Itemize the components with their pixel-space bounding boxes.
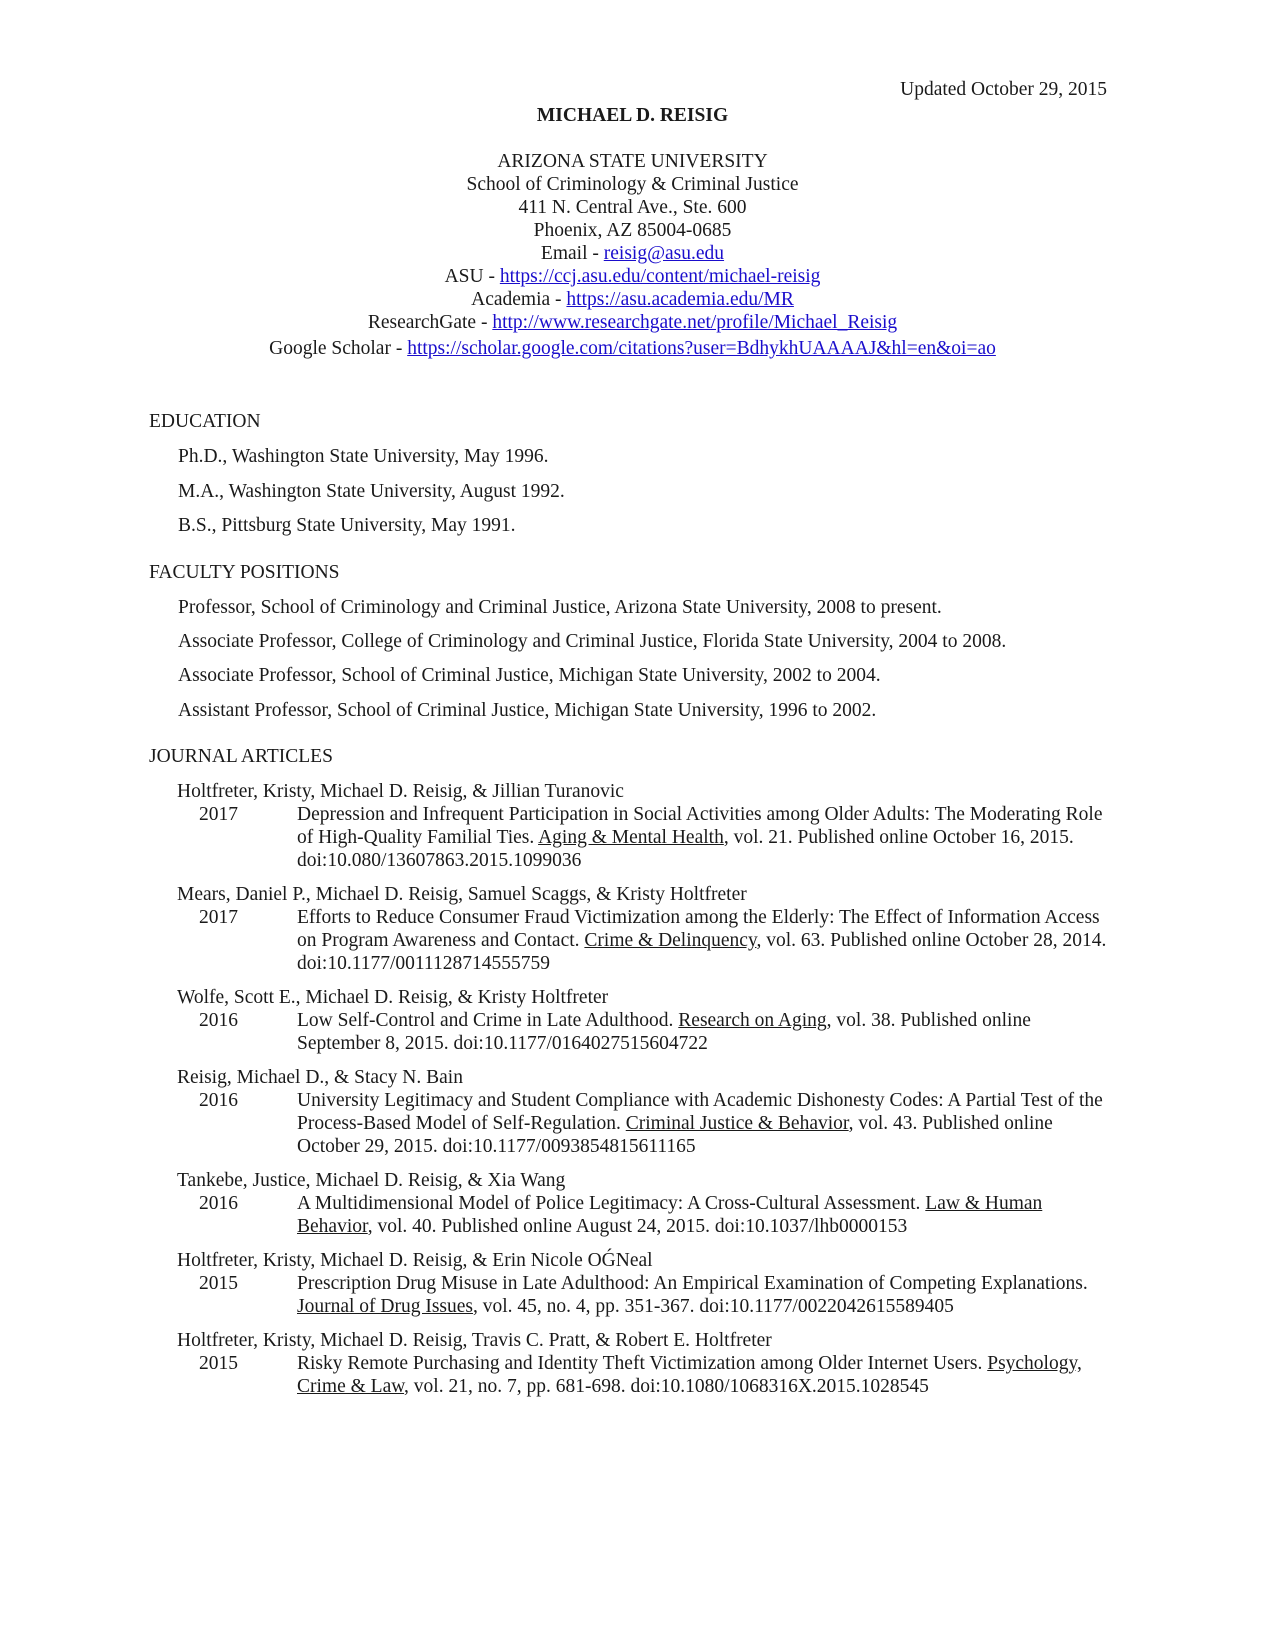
article-title: Low Self-Control and Crime in Late Adulthood. (297, 1010, 679, 1031)
article-authors: Reisig, Michael D., & Stacy N. Bain (177, 1067, 463, 1088)
article-authors: Holtfreter, Kristy, Michael D. Reisig, Travis C. Pratt, & Robert E. Holtfreter (177, 1330, 772, 1351)
academia-label: Academia - (471, 289, 567, 310)
google-scholar-link[interactable]: https://scholar.google.com/citations?user=BdhykhUAAAAJ&hl=en&oi=ao (407, 338, 996, 359)
email-line (0, 242, 1265, 265)
researchgate-link[interactable]: http://www.researchgate.net/profile/Michael_Reisig (492, 312, 898, 333)
researchgate-line (0, 311, 1265, 334)
article-entry (177, 1329, 1117, 1398)
education-item: B.S., Pittsburg State University, May 1991. (178, 515, 516, 536)
education-heading: EDUCATION (149, 411, 261, 432)
article-year: 2016 (199, 1193, 238, 1214)
article-title: Depression and Infrequent Participation in Social Activities among Older Adults: The Moderating Role of High-Quality Familial Ties. (297, 804, 1103, 848)
article-year: 2017 (199, 907, 238, 928)
article-title: A Multidimensional Model of Police Legitimacy: A Cross-Cultural Assessment. (297, 1193, 926, 1214)
article-entry (177, 780, 1117, 872)
article-journal: Psychology, Crime & Law (297, 1353, 1082, 1397)
article-citation (199, 1192, 1117, 1238)
position-item: Professor, School of Criminology and Criminal Justice, Arizona State University, 2008 to present. (178, 597, 942, 618)
cv-name: MICHAEL D. REISIG (536, 105, 729, 126)
article-citation (199, 803, 1117, 872)
article-authors: Wolfe, Scott E., Michael D. Reisig, & Kristy Holtfreter (177, 987, 609, 1008)
google-scholar-label: Google Scholar - (269, 338, 408, 359)
article-details: , vol. 63. Published online October 28, 2014. doi:10.1177/0011128714555759 (297, 930, 1107, 974)
article-journal: Law & Human Behavior (297, 1193, 1043, 1237)
article-details: , vol. 40. Published online August 24, 2015. doi:10.1037/lhb0000153 (367, 1216, 908, 1237)
article-details: , vol. 38. Published online September 8, 2015. doi:10.1177/0164027515604722 (297, 1010, 1031, 1054)
university-name: ARIZONA STATE UNIVERSITY (497, 151, 768, 172)
article-citation (199, 1009, 1117, 1055)
article-authors: Holtfreter, Kristy, Michael D. Reisig, & Erin Nicole OǴNeal (177, 1250, 653, 1271)
article-year: 2015 (199, 1353, 238, 1374)
article-journal: Aging & Mental Health (538, 827, 724, 848)
article-entry (177, 1249, 1117, 1318)
google-scholar-line (0, 337, 1265, 360)
article-citation (199, 1089, 1117, 1158)
researchgate-label: ResearchGate - (367, 312, 493, 333)
academia-line (0, 288, 1265, 311)
article-authors: Holtfreter, Kristy, Michael D. Reisig, & Jillian Turanovic (177, 781, 624, 802)
article-citation (199, 1352, 1117, 1398)
article-details: , vol. 45, no. 4, pp. 351-367. doi:10.1177/0022042615589405 (473, 1296, 954, 1317)
article-year: 2017 (199, 804, 238, 825)
article-title: University Legitimacy and Student Compliance with Academic Dishonesty Codes: A Partial Test of the Process-Based Model of Self-Regulation. (297, 1090, 1103, 1134)
article-details: , vol. 21. Published online October 16, 2015. doi:10.080/13607863.2015.1099036 (297, 827, 1074, 871)
email-label: Email - (540, 243, 604, 264)
article-entry (177, 986, 1117, 1055)
asu-label: ASU - (444, 266, 500, 287)
article-entry (177, 883, 1117, 975)
address-line-1: 411 N. Central Ave., Ste. 600 (518, 197, 747, 218)
article-citation (199, 1272, 1117, 1318)
article-details: , vol. 21, no. 7, pp. 681-698. doi:10.1080/1068316X.2015.1028545 (404, 1376, 929, 1397)
article-title: Efforts to Reduce Consumer Fraud Victimization among the Elderly: The Effect of Information Access on Program Awareness and Contact. (297, 907, 1100, 951)
faculty-positions-heading: FACULTY POSITIONS (149, 562, 340, 583)
article-year: 2016 (199, 1010, 238, 1031)
article-authors: Mears, Daniel P., Michael D. Reisig, Samuel Scaggs, & Kristy Holtfreter (177, 884, 747, 905)
article-journal: Research on Aging (678, 1010, 827, 1031)
article-citation (199, 906, 1117, 975)
article-entry (177, 1066, 1117, 1158)
academia-link[interactable]: https://asu.academia.edu/MR (566, 289, 794, 310)
contact-block (0, 150, 1265, 360)
address-line-2: Phoenix, AZ 85004-0685 (533, 220, 732, 241)
asu-line (0, 265, 1265, 288)
education-item: M.A., Washington State University, August 1992. (178, 481, 565, 502)
article-year: 2016 (199, 1090, 238, 1111)
article-journal: Crime & Delinquency (584, 930, 757, 951)
asu-link[interactable]: https://ccj.asu.edu/content/michael-reisig (499, 266, 821, 287)
education-item: Ph.D., Washington State University, May 1996. (178, 446, 549, 467)
position-item: Associate Professor, College of Criminology and Criminal Justice, Florida State University, 2004 to 2008. (178, 631, 1007, 652)
article-journal: Criminal Justice & Behavior (625, 1113, 849, 1134)
article-entry (177, 1169, 1117, 1238)
updated-date: Updated October 29, 2015 (900, 79, 1107, 100)
article-journal: Journal of Drug Issues (297, 1296, 474, 1317)
article-title: Risky Remote Purchasing and Identity Theft Victimization among Older Internet Users. (297, 1353, 988, 1374)
article-details: , vol. 43. Published online October 29, 2015. doi:10.1177/0093854815611165 (297, 1113, 1053, 1157)
article-year: 2015 (199, 1273, 238, 1294)
journal-articles-heading: JOURNAL ARTICLES (149, 746, 333, 767)
school-name: School of Criminology & Criminal Justice (466, 174, 799, 195)
article-title: Prescription Drug Misuse in Late Adulthood: An Empirical Examination of Competing Explanations. (297, 1273, 1088, 1294)
position-item: Associate Professor, School of Criminal Justice, Michigan State University, 2002 to 2004. (178, 665, 881, 686)
email-link[interactable]: reisig@asu.edu (603, 243, 725, 264)
position-item: Assistant Professor, School of Criminal Justice, Michigan State University, 1996 to 2002. (178, 700, 877, 721)
article-authors: Tankebe, Justice, Michael D. Reisig, & Xia Wang (177, 1170, 566, 1191)
